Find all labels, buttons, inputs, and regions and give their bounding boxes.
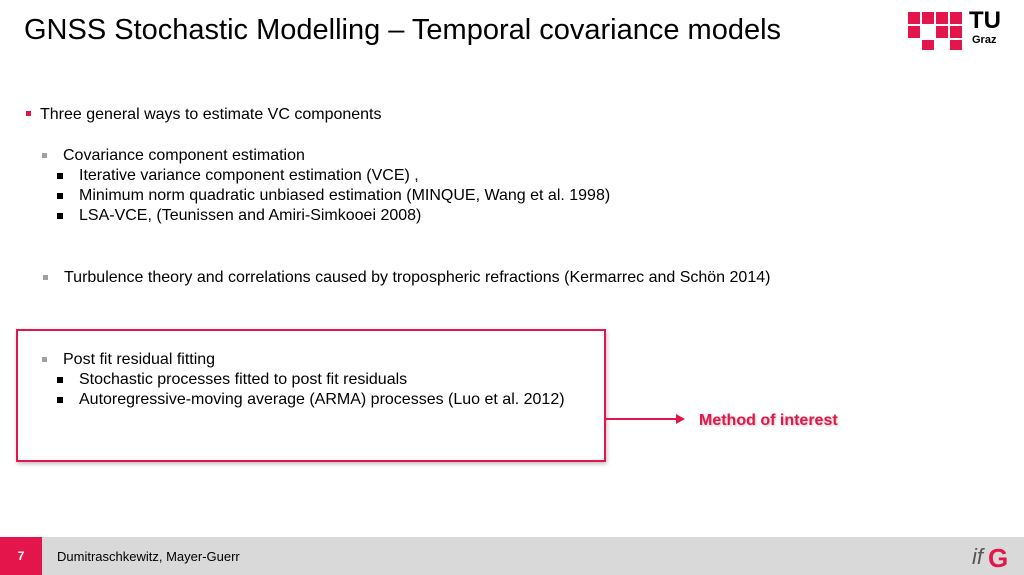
bullet-marker: [26, 111, 31, 116]
footer: [0, 537, 1024, 575]
bullet-marker: [57, 193, 63, 199]
list-item: [79, 167, 419, 185]
sub-bullet-post-fit: [63, 351, 215, 369]
logo-text: TU: [969, 7, 1001, 34]
svg-text:if: if: [972, 544, 983, 569]
main-bullet: [26, 106, 382, 124]
tu-graz-logo: [908, 7, 1001, 50]
bullet-marker: [57, 397, 63, 403]
list-item: [79, 391, 565, 409]
sub-bullet-marker: [43, 275, 48, 280]
ifg-logo: [970, 541, 1014, 573]
page-number: 7: [0, 537, 42, 575]
list-item: [79, 371, 407, 389]
sub-bullet-text: Post fit residual fitting: [63, 351, 216, 368]
list-item-text: Iterative variance component estimation (VCE) ,: [79, 167, 419, 184]
list-item: [79, 187, 610, 205]
bullet-marker: [57, 173, 63, 179]
list-item-text: Autoregressive-moving average (ARMA) processes (Luo et al. 2012): [79, 391, 565, 408]
arrow-icon: [604, 411, 686, 427]
sub-bullet-marker: [42, 357, 47, 362]
sub-bullet-text: Turbulence theory and correlations caused by tropospheric refractions (Kermarrec and Schön 2014): [64, 269, 771, 286]
list-item: [79, 207, 421, 225]
sub-bullet-text: Covariance component estimation: [63, 147, 305, 164]
svg-text:G: G: [988, 543, 1009, 573]
bullet-marker: [57, 377, 63, 383]
bullet-marker: [57, 213, 63, 219]
slide-title: GNSS Stochastic Modelling – Temporal covariance models: [24, 14, 782, 46]
sub-bullet-marker: [42, 153, 47, 158]
list-item-text: LSA-VCE, (Teunissen and Amiri-Simkooei 2008): [79, 207, 422, 224]
footer-authors: Dumitraschkewitz, Mayer-Guerr: [57, 549, 240, 564]
sub-bullet-covariance: [63, 147, 305, 165]
list-item-text: Stochastic processes fitted to post fit residuals: [79, 371, 408, 388]
main-bullet-text: Three general ways to estimate VC components: [40, 106, 382, 123]
callout-label: Method of interest: [699, 412, 838, 429]
sub-bullet-turbulence: [64, 269, 770, 287]
list-item-text: Minimum norm quadratic unbiased estimation (MINQUE, Wang et al. 1998): [79, 187, 611, 204]
logo-subtext: Graz: [972, 34, 997, 46]
